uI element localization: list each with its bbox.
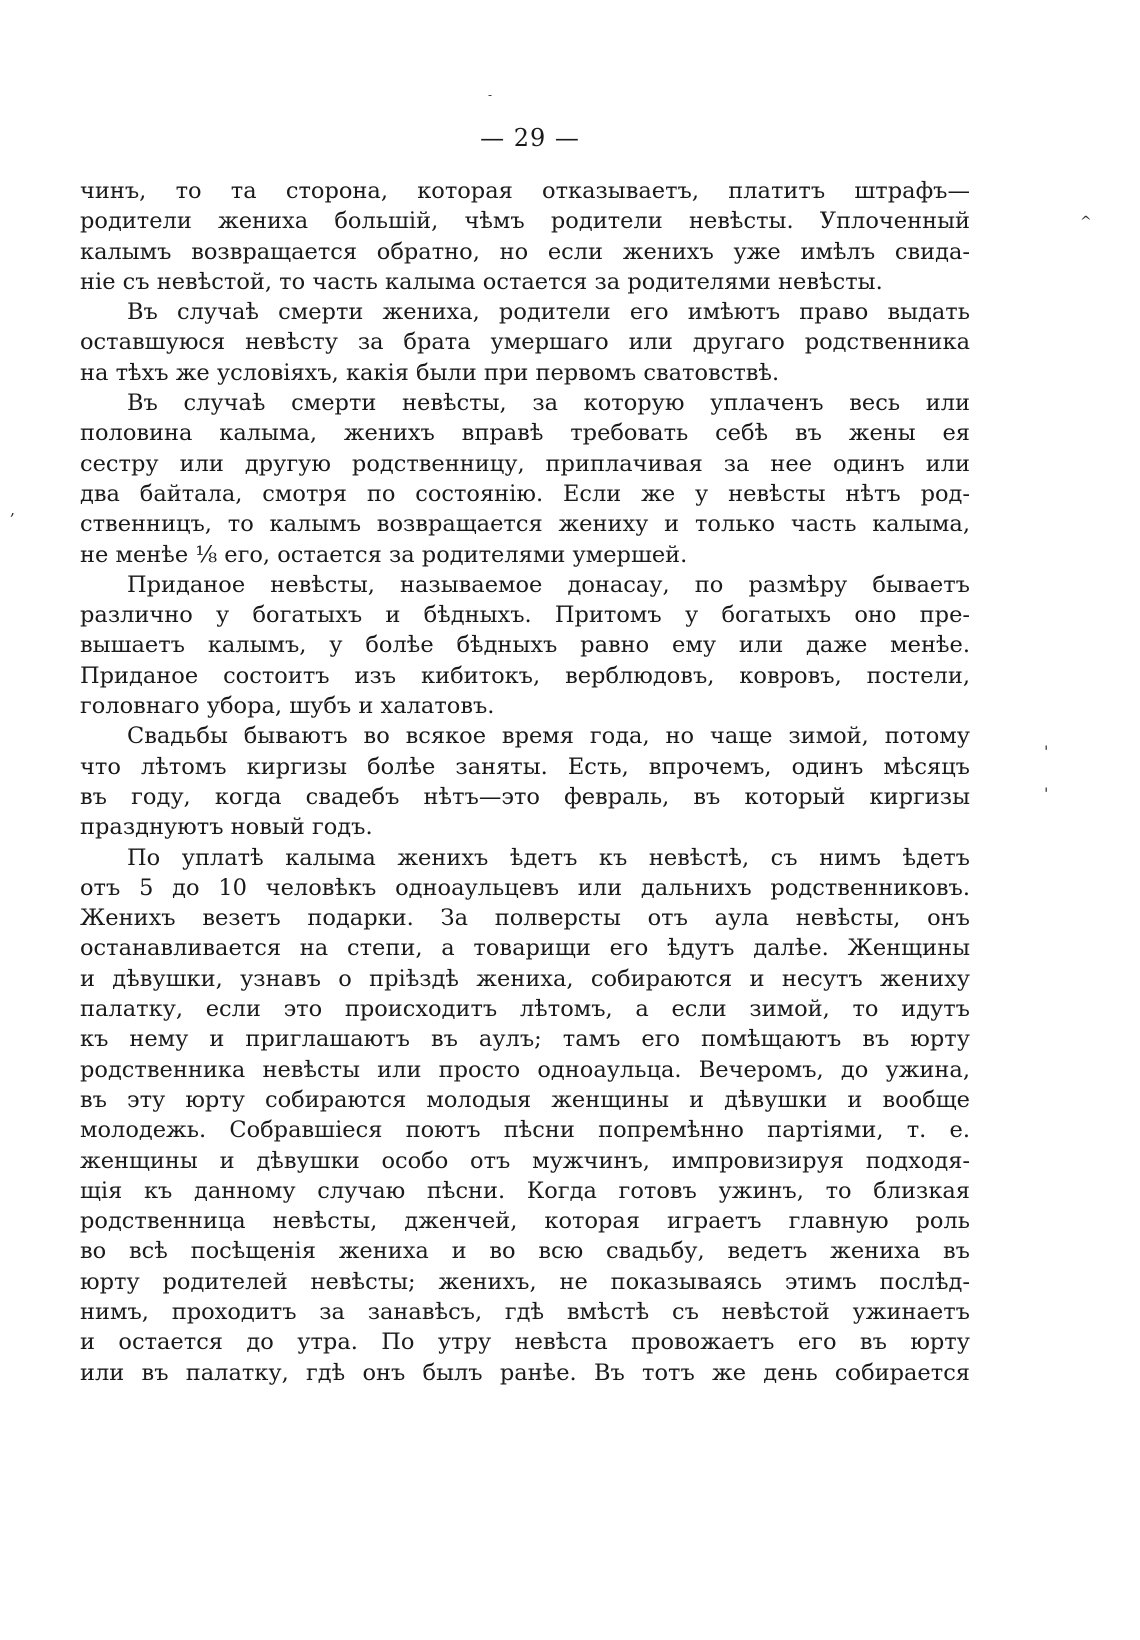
text-line: Приданое состоитъ изъ кибитокъ, верблюдовъ, ковровъ, постели, — [80, 662, 970, 689]
text-line: Въ случаѣ смерти невѣсты, за которую уплаченъ весь или — [127, 390, 970, 417]
text-line: къ нему и приглашаютъ въ аулъ; тамъ его помѣщаютъ въ юрту — [80, 1026, 970, 1053]
text-line: родители жениха большій, чѣмъ родители невѣсты. Уплоченный — [80, 208, 970, 235]
text-line: что лѣтомъ киргизы болѣе заняты. Есть, впрочемъ, одинъ мѣсяцъ — [80, 753, 970, 780]
text-line: въ эту юрту собираются молодыя женщины и дѣвушки и вообще — [80, 1086, 970, 1113]
text-line: и остается до утра. По утру невѣста провожаетъ его въ юрту — [80, 1329, 970, 1356]
margin-mark: ' — [1044, 742, 1049, 761]
margin-mark: ^ — [1080, 214, 1092, 230]
text-line: отъ 5 до 10 человѣкъ одноаульцевъ или дальнихъ родственниковъ. — [80, 874, 970, 901]
text-line: По уплатѣ калыма женихъ ѣдетъ къ невѣстѣ, съ нимъ ѣдетъ — [127, 844, 970, 871]
text-line: Приданое невѣсты, называемое донасау, по размѣру бываетъ — [127, 571, 970, 598]
text-line: оставшуюся невѣсту за брата умершаго или другаго родственника — [80, 329, 970, 356]
text-line: празднуютъ новый годъ. — [80, 814, 373, 841]
text-line: останавливается на степи, а товарищи его ѣдутъ далѣе. Женщины — [80, 935, 970, 962]
text-line: на тѣхъ же условіяхъ, какія были при первомъ сватовствѣ. — [80, 359, 780, 386]
text-line: ніе съ невѣстой, то часть калыма остается за родителями невѣсты. — [80, 268, 883, 295]
text-line: палатку, если это происходитъ лѣтомъ, а если зимой, то идутъ — [80, 996, 970, 1023]
text-line: щія къ данному случаю пѣсни. Когда готовъ ужинъ, то близкая — [80, 1177, 970, 1204]
text-line: родственница невѣсты, дженчей, которая играетъ главную роль — [80, 1208, 970, 1235]
text-line: или въ палатку, гдѣ онъ былъ ранѣе. Въ тотъ же день собирается — [80, 1359, 970, 1386]
margin-mark: - — [488, 88, 493, 102]
margin-mark: , — [10, 500, 16, 519]
text-line: вышаетъ калымъ, у болѣе бѣдныхъ равно ему или даже менѣе. — [80, 632, 970, 659]
text-line: женщины и дѣвушки особо отъ мужчинъ, импровизируя подходя- — [80, 1147, 970, 1174]
text-line: и дѣвушки, узнавъ о пріѣздѣ жениха, собираются и несутъ жениху — [80, 965, 970, 992]
page-number: — 29 — — [480, 124, 580, 152]
body-text — [80, 176, 970, 1388]
text-line: ственницъ, то калымъ возвращается жениху и только часть калыма, — [80, 511, 970, 538]
text-line: родственника невѣсты или просто одноаульца. Вечеромъ, до ужина, — [80, 1056, 970, 1083]
text-line: различно у богатыхъ и бѣдныхъ. Притомъ у богатыхъ оно пре- — [80, 602, 970, 629]
margin-mark: ' — [1044, 784, 1049, 803]
text-line: въ году, когда свадебъ нѣтъ—это февраль, въ который киргизы — [80, 783, 970, 810]
text-line: чинъ, то та сторона, которая отказываетъ, платитъ штрафъ— — [80, 178, 970, 204]
text-line: половина калыма, женихъ вправѣ требовать себѣ въ жены ея — [80, 420, 970, 447]
text-line: во всѣ посѣщенія жениха и во всю свадьбу, ведетъ жениха въ — [80, 1238, 970, 1265]
text-line: Въ случаѣ смерти жениха, родители его имѣютъ право выдать — [127, 299, 970, 326]
text-line: головнаго убора, шубъ и халатовъ. — [80, 693, 495, 720]
text-line: нимъ, проходитъ за занавѣсъ, гдѣ вмѣстѣ съ невѣстой ужинаетъ — [80, 1298, 970, 1325]
text-line: не менѣе ⅛ его, остается за родителями умершей. — [80, 541, 688, 568]
text-line: сестру или другую родственницу, приплачивая за нее одинъ или — [80, 450, 970, 477]
text-line: юрту родителей невѣсты; женихъ, не показываясь этимъ послѣд- — [80, 1268, 970, 1295]
text-line: Женихъ везетъ подарки. За полверсты отъ аула невѣсты, онъ — [80, 905, 970, 932]
text-line: Свадьбы бываютъ во всякое время года, но чаще зимой, потому — [127, 723, 970, 750]
text-line: два байтала, смотря по состоянію. Если же у невѣсты нѣтъ род- — [80, 480, 970, 507]
text-line: молодежь. Собравшіеся поютъ пѣсни попремѣнно партіями, т. е. — [80, 1117, 970, 1144]
text-line: калымъ возвращается обратно, но если женихъ уже имѣлъ свида- — [80, 238, 970, 265]
